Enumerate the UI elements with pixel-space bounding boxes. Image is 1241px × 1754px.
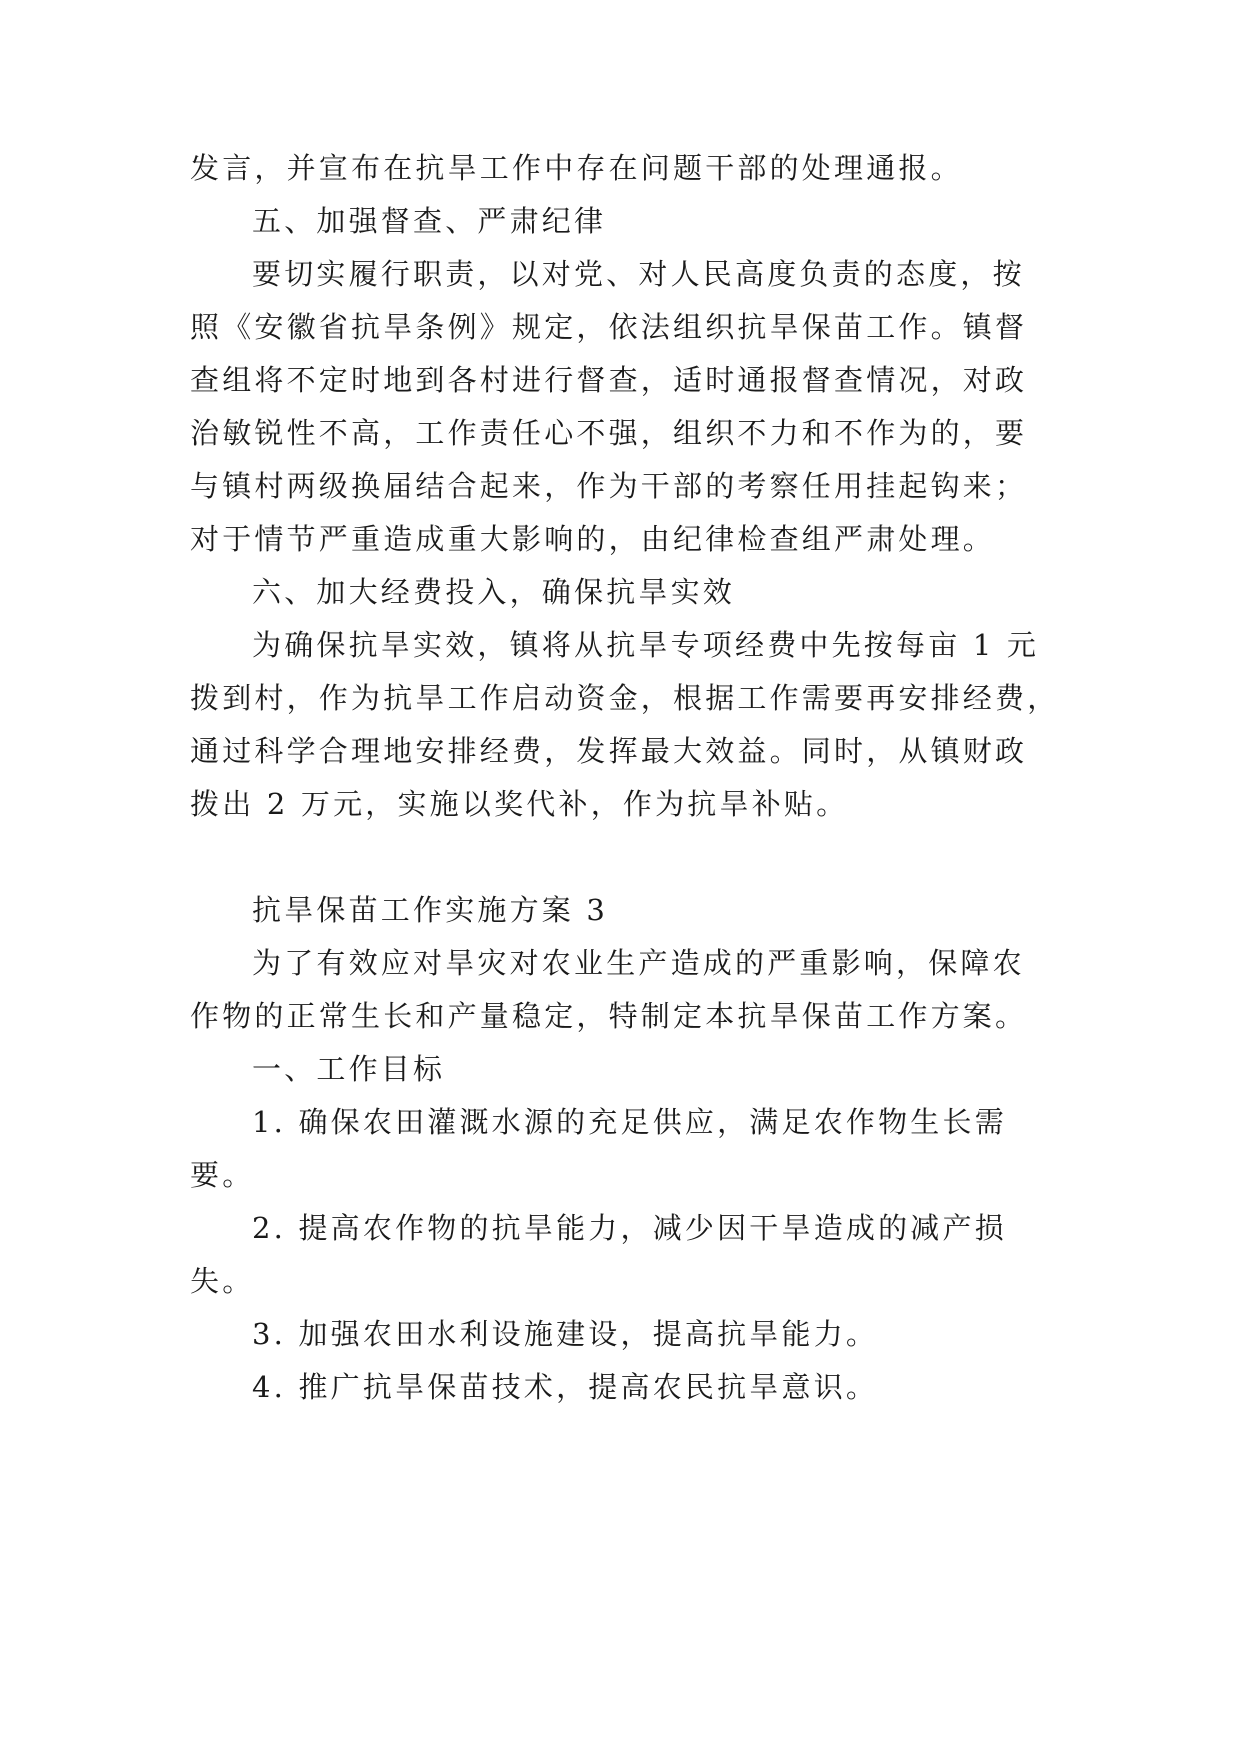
document-title: 抗旱保苗工作实施方案 3 xyxy=(252,893,609,927)
paragraph-line: 发言，并宣布在抗旱工作中存在问题干部的处理通报。 xyxy=(190,151,963,185)
list-item-continuation: 要。 xyxy=(190,1158,255,1192)
paragraph-line: 对于情节严重造成重大影响的，由纪律检查组严肃处理。 xyxy=(190,522,996,556)
paragraph-line: 为了有效应对旱灾对农业生产造成的严重影响，保障农 xyxy=(252,946,1025,980)
paragraph-line: 拨到村，作为抗旱工作启动资金，根据工作需要再安排经费， xyxy=(190,681,1060,715)
paragraph-line: 照《安徽省抗旱条例》规定，依法组织抗旱保苗工作。镇督 xyxy=(190,310,1028,344)
paragraph-line: 与镇村两级换届结合起来，作为干部的考察任用挂起钩来； xyxy=(190,469,1028,503)
list-item-continuation: 失。 xyxy=(190,1264,255,1298)
list-item: 2. 提高农作物的抗旱能力，减少因干旱造成的减产损 xyxy=(252,1211,1007,1245)
paragraph-line: 为确保抗旱实效，镇将从抗旱专项经费中先按每亩 1 元 xyxy=(252,628,1040,662)
paragraph-line: 治敏锐性不高，工作责任心不强，组织不力和不作为的，要 xyxy=(190,416,1028,450)
paragraph-line: 查组将不定时地到各村进行督查，适时通报督查情况，对政 xyxy=(190,363,1028,397)
list-item: 1. 确保农田灌溉水源的充足供应，满足农作物生长需 xyxy=(252,1105,1007,1139)
paragraph-line: 拨出 2 万元，实施以奖代补，作为抗旱补贴。 xyxy=(190,787,849,821)
section-heading: 一、工作目标 xyxy=(252,1052,446,1086)
section-heading: 六、加大经费投入，确保抗旱实效 xyxy=(252,575,736,609)
paragraph-line: 通过科学合理地安排经费，发挥最大效益。同时，从镇财政 xyxy=(190,734,1028,768)
section-heading: 五、加强督查、严肃纪律 xyxy=(252,204,607,238)
paragraph-line: 要切实履行职责，以对党、对人民高度负责的态度，按 xyxy=(252,257,1025,291)
list-item: 3. 加强农田水利设施建设，提高抗旱能力。 xyxy=(252,1317,879,1351)
paragraph-line: 作物的正常生长和产量稳定，特制定本抗旱保苗工作方案。 xyxy=(190,999,1028,1033)
list-item: 4. 推广抗旱保苗技术，提高农民抗旱意识。 xyxy=(252,1370,879,1404)
